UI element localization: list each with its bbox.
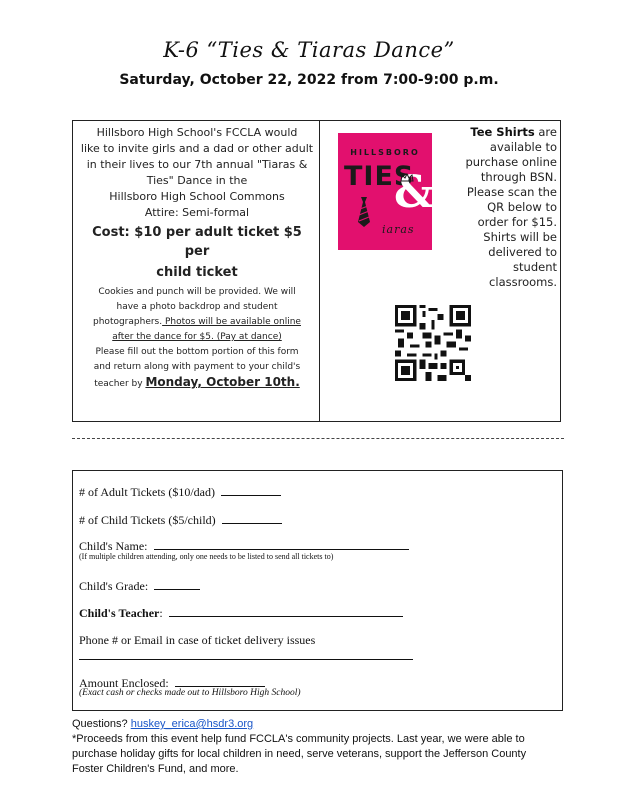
- child-teacher-row: [79, 604, 403, 621]
- contact-label: Phone # or Email in case of ticket delivery issues: [79, 633, 316, 647]
- shirt-line: purchase online: [465, 155, 557, 169]
- intro-line: in their lives to our 7th annual "Tiaras &: [86, 158, 308, 171]
- shirt-line: order for $15.: [477, 215, 557, 229]
- child-tickets-label: # of Child Tickets ($5/child): [79, 513, 216, 527]
- amount-note: (Exact cash or checks made out to Hillsboro High School): [79, 688, 301, 698]
- questions-label: Questions?: [72, 718, 131, 730]
- cost-line: Cost: $10 per adult ticket $5 per: [92, 225, 302, 259]
- contact-line-row: [79, 647, 413, 664]
- logo-hillsboro: HILLSBORO: [350, 148, 420, 157]
- ties-tiaras-logo: [338, 133, 432, 250]
- contact-email-link[interactable]: huskey_erica@hsdr3.org: [130, 718, 254, 730]
- details-line: have a photo backdrop and student: [116, 302, 278, 312]
- order-form: [72, 470, 563, 711]
- photos-note: Photos will be available online: [162, 317, 301, 327]
- proceeds-line: purchase holiday gifts for local children in need, serve veterans, support the Jefferson County: [72, 748, 527, 760]
- shirt-line: QR below to: [487, 200, 557, 214]
- tee-shirts-heading: Tee Shirts: [470, 125, 535, 139]
- qr-code[interactable]: [395, 305, 471, 381]
- details: [79, 285, 315, 392]
- proceeds-line: Foster Children's Fund, and more.: [72, 763, 239, 775]
- location: Hillsboro High School Commons: [109, 190, 285, 203]
- shirt-line: through BSN.: [480, 170, 557, 184]
- contact-field[interactable]: [79, 647, 413, 660]
- colon: :: [159, 606, 163, 620]
- cut-line: [72, 438, 564, 439]
- details-text: photographers.: [93, 317, 163, 327]
- shirt-line: [443, 125, 557, 140]
- event-info-box: [72, 120, 561, 422]
- logo-ampersand: &: [394, 167, 434, 218]
- necktie-icon: [355, 197, 373, 227]
- child-name-field[interactable]: [154, 537, 409, 550]
- proceeds-line: *Proceeds from this event help fund FCCLA's community projects. Last year, we were able to: [72, 733, 525, 745]
- details-line: and return along with payment to your child's: [93, 362, 301, 372]
- adult-tickets-field[interactable]: [221, 483, 281, 496]
- questions-line: [72, 717, 552, 732]
- deadline: Monday, October 10th.: [145, 375, 300, 389]
- column-divider: [319, 121, 320, 421]
- page-title: K-6 “Ties & Tiaras Dance”: [163, 38, 455, 62]
- intro-line: like to invite girls and a dad or other adult: [80, 142, 314, 155]
- child-tickets-field[interactable]: [222, 511, 282, 524]
- shirt-text: are: [534, 125, 557, 139]
- tee-shirt-info: [443, 125, 557, 290]
- logo-tiaras: iaras: [382, 223, 415, 236]
- event-description: [79, 125, 315, 392]
- details-text: teacher by: [94, 379, 146, 389]
- child-tickets-row: [79, 511, 282, 528]
- crown-icon: [400, 173, 414, 182]
- details-line: Cookies and punch will be provided. We will: [98, 287, 296, 297]
- child-name-label: Child's Name:: [79, 539, 148, 553]
- shirt-line: available to: [489, 140, 557, 154]
- child-teacher-field[interactable]: [169, 604, 403, 617]
- amount-field[interactable]: [175, 674, 265, 687]
- shirt-line: student classrooms.: [489, 260, 557, 289]
- cost-line: child ticket: [156, 265, 238, 280]
- intro-line: Hillsboro High School's FCCLA would: [96, 126, 298, 139]
- adult-tickets-row: [79, 483, 281, 500]
- logo-ties: TIES: [344, 161, 415, 192]
- amount-label: Amount Enclosed:: [79, 676, 169, 690]
- photos-note: after the dance for $5. (Pay at dance): [112, 332, 282, 342]
- details-line: Please fill out the bottom portion of this form: [95, 347, 299, 357]
- shirt-line: Shirts will be: [483, 230, 557, 244]
- details-line: [79, 375, 315, 392]
- contact-row: [79, 633, 315, 648]
- adult-tickets-label: # of Adult Tickets ($10/dad): [79, 485, 216, 499]
- child-grade-field[interactable]: [154, 577, 200, 590]
- footer: [72, 717, 552, 777]
- child-grade-row: [79, 577, 200, 594]
- intro-line: Ties" Dance in the: [146, 174, 248, 187]
- shirt-line: Please scan the: [466, 185, 557, 199]
- event-date: Saturday, October 22, 2022 from 7:00-9:00 p.m.: [119, 72, 499, 88]
- attire: Attire: Semi-formal: [144, 206, 250, 219]
- child-grade-label: Child's Grade:: [79, 579, 149, 593]
- shirt-line: delivered to: [488, 245, 557, 259]
- child-name-note: (If multiple children attending, only one needs to be listed to send all tickets to): [79, 552, 334, 561]
- child-teacher-label: Child's Teacher: [79, 606, 160, 620]
- details-line: [79, 315, 315, 330]
